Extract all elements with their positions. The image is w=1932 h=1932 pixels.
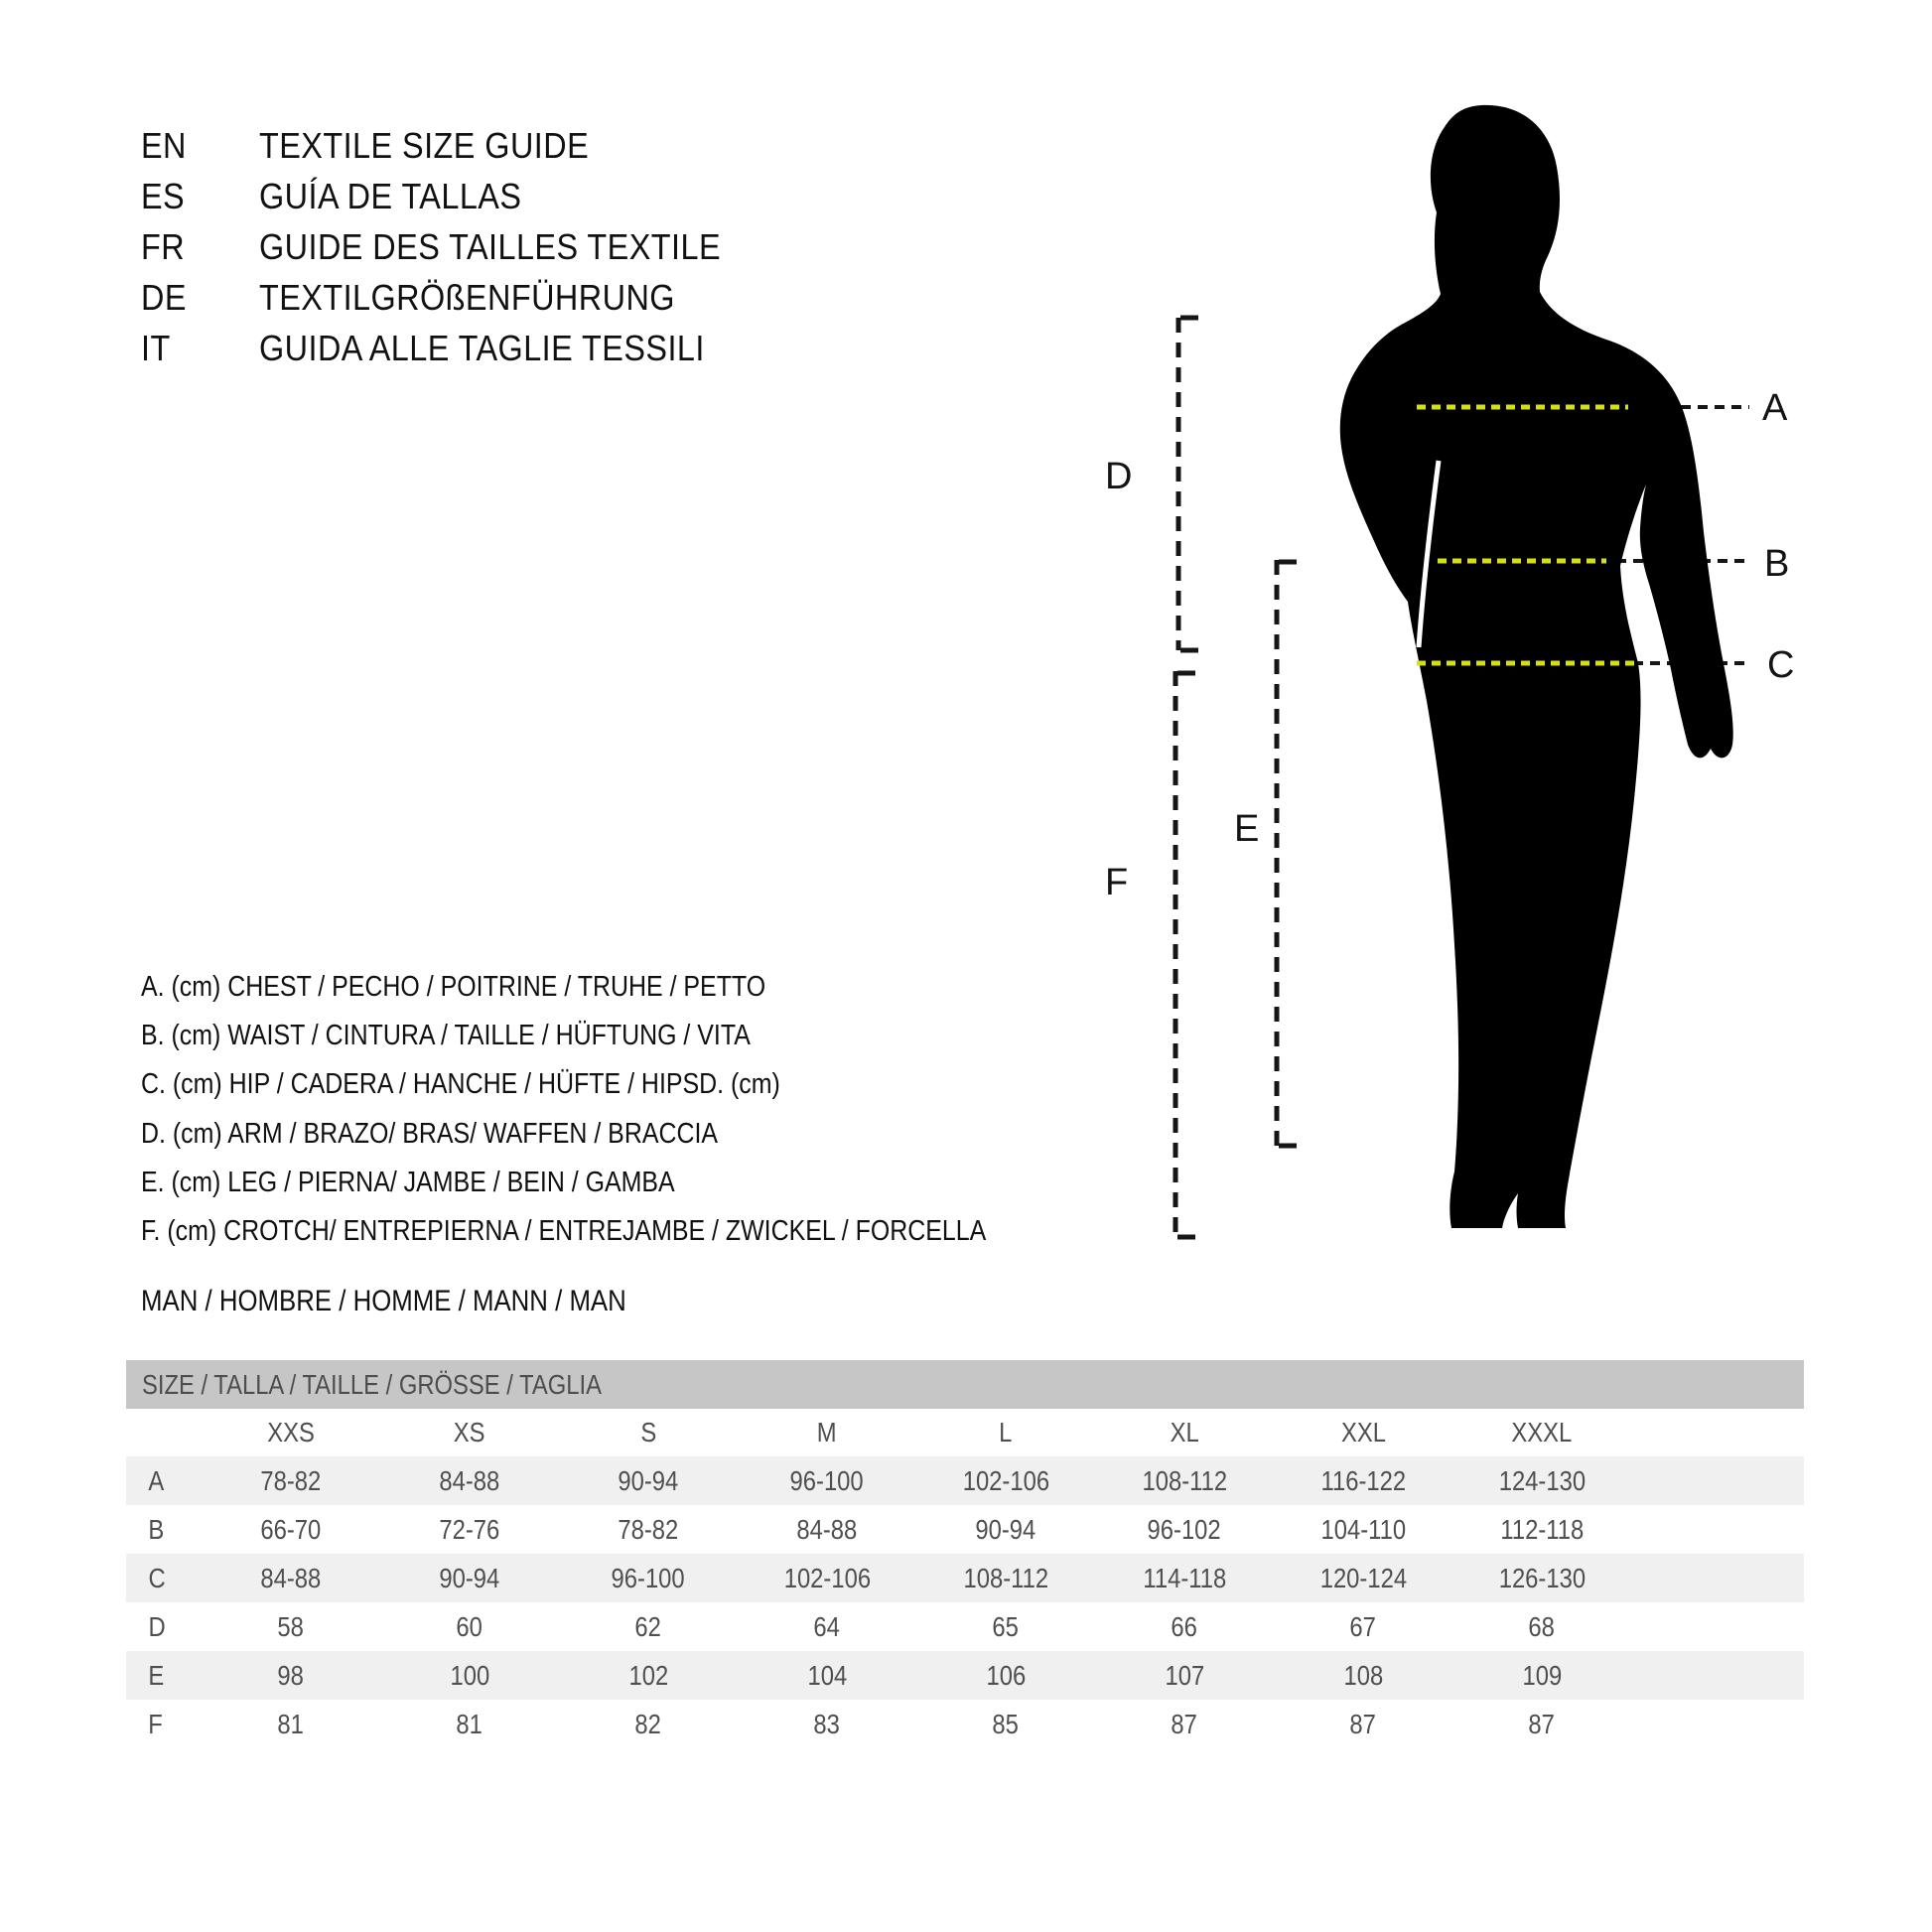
legend-chest: A. (cm) CHEST / PECHO / POITRINE / TRUHE / PETTO xyxy=(141,971,766,1003)
table-cell: 78-82 xyxy=(618,1514,679,1545)
table-cell: 58 xyxy=(277,1611,305,1642)
column-header: XS xyxy=(454,1417,485,1448)
language-code: IT xyxy=(141,328,171,368)
hip-label: C xyxy=(1767,644,1795,686)
table-cell: 96-100 xyxy=(789,1465,865,1496)
table-cell: 85 xyxy=(992,1709,1020,1739)
man-silhouette xyxy=(1340,105,1733,1228)
measurement-legend xyxy=(141,963,1124,1256)
table-row-leg xyxy=(126,1651,1804,1700)
table-cell: 116-122 xyxy=(1320,1465,1406,1496)
size-table-columns xyxy=(126,1409,1804,1456)
guide-title: GUÍA DE TALLAS xyxy=(259,176,522,216)
table-cell: 104 xyxy=(807,1660,847,1691)
table-cell: 90-94 xyxy=(975,1514,1036,1545)
chest-label: A xyxy=(1762,387,1788,429)
row-label: E xyxy=(148,1660,165,1691)
table-cell: 112-118 xyxy=(1500,1514,1584,1545)
table-cell: 87 xyxy=(1528,1709,1556,1739)
language-code: ES xyxy=(141,176,186,216)
column-header: XXL xyxy=(1340,1417,1386,1448)
table-cell: 102-106 xyxy=(783,1563,871,1593)
table-cell: 108 xyxy=(1343,1660,1383,1691)
table-cell: 114-118 xyxy=(1143,1563,1226,1593)
column-header: XL xyxy=(1170,1417,1199,1448)
table-cell: 124-130 xyxy=(1498,1465,1586,1496)
crotch-label: F xyxy=(1105,862,1129,903)
table-cell: 83 xyxy=(813,1709,841,1739)
table-cell: 109 xyxy=(1522,1660,1562,1691)
arm-label: D xyxy=(1105,456,1133,497)
table-cell: 98 xyxy=(277,1660,305,1691)
guide-title: GUIDA ALLE TAGLIE TESSILI xyxy=(259,328,705,368)
corner-cell xyxy=(126,1409,202,1456)
table-cell: 96-102 xyxy=(1147,1514,1222,1545)
vertical-dimension-lines xyxy=(1175,318,1297,1239)
category-label: MAN / HOMBRE / HOMME / MANN / MAN xyxy=(141,1285,626,1317)
table-row-chest xyxy=(126,1456,1804,1505)
column-header: M xyxy=(817,1417,837,1448)
table-cell: 84-88 xyxy=(439,1465,500,1496)
size-table xyxy=(126,1360,1804,1748)
language-code: FR xyxy=(141,226,186,267)
table-cell: 84-88 xyxy=(796,1514,858,1545)
table-cell: 96-100 xyxy=(611,1563,686,1593)
table-cell: 87 xyxy=(1171,1709,1198,1739)
table-cell: 90-94 xyxy=(439,1563,500,1593)
table-cell: 65 xyxy=(992,1611,1020,1642)
table-cell: 72-76 xyxy=(439,1514,500,1545)
table-row-crotch xyxy=(126,1700,1804,1748)
table-row-hip xyxy=(126,1554,1804,1602)
legend-arm: D. (cm) ARM / BRAZO/ BRAS/ WAFFEN / BRACCIA xyxy=(141,1117,719,1150)
table-row-waist xyxy=(126,1505,1804,1554)
column-header: XXXL xyxy=(1511,1417,1573,1448)
row-label: D xyxy=(148,1611,166,1642)
table-cell: 78-82 xyxy=(260,1465,322,1496)
table-cell: 104-110 xyxy=(1320,1514,1406,1545)
guide-title: TEXTILGRÖßENFÜHRUNG xyxy=(259,277,675,318)
table-cell: 60 xyxy=(456,1611,483,1642)
table-cell: 66 xyxy=(1171,1611,1198,1642)
table-cell: 108-112 xyxy=(1142,1465,1227,1496)
table-cell: 84-88 xyxy=(260,1563,322,1593)
table-row-arm xyxy=(126,1602,1804,1651)
table-cell: 100 xyxy=(450,1660,489,1691)
table-cell: 81 xyxy=(277,1709,305,1739)
table-cell: 107 xyxy=(1165,1660,1204,1691)
legend-hip: C. (cm) HIP / CADERA / HANCHE / HÜFTE / HIPSD. (cm) xyxy=(141,1068,780,1101)
size-table-header: SIZE / TALLA / TAILLE / GRÖSSE / TAGLIA xyxy=(126,1360,1804,1409)
column-header: XXS xyxy=(267,1417,315,1448)
table-cell: 106 xyxy=(986,1660,1026,1691)
table-cell: 126-130 xyxy=(1498,1563,1586,1593)
guide-title: GUIDE DES TAILLES TEXTILE xyxy=(259,226,722,267)
row-label: B xyxy=(148,1514,165,1545)
column-header: L xyxy=(999,1417,1013,1448)
row-label: A xyxy=(148,1465,165,1496)
table-cell: 90-94 xyxy=(618,1465,679,1496)
language-code: DE xyxy=(141,277,187,318)
legend-crotch: F. (cm) CROTCH/ ENTREPIERNA / ENTREJAMBE / ZWICKEL / FORCELLA xyxy=(141,1215,987,1248)
table-cell: 62 xyxy=(634,1611,662,1642)
table-cell: 81 xyxy=(456,1709,483,1739)
table-cell: 102-106 xyxy=(962,1465,1049,1496)
table-cell: 64 xyxy=(813,1611,841,1642)
row-label: C xyxy=(148,1563,166,1593)
waist-label: B xyxy=(1764,543,1790,585)
table-cell: 82 xyxy=(634,1709,662,1739)
column-header: S xyxy=(640,1417,656,1448)
table-cell: 67 xyxy=(1349,1611,1377,1642)
legend-waist: B. (cm) WAIST / CINTURA / TAILLE / HÜFTUNG / VITA xyxy=(141,1020,751,1052)
table-cell: 102 xyxy=(628,1660,668,1691)
table-cell: 66-70 xyxy=(260,1514,322,1545)
language-code: EN xyxy=(141,125,187,166)
table-cell: 87 xyxy=(1349,1709,1377,1739)
legend-leg: E. (cm) LEG / PIERNA/ JAMBE / BEIN / GAMBA xyxy=(141,1166,675,1198)
leg-label: E xyxy=(1234,808,1260,850)
table-cell: 120-124 xyxy=(1319,1563,1407,1593)
guide-title: TEXTILE SIZE GUIDE xyxy=(259,125,590,166)
row-label: F xyxy=(148,1709,163,1739)
table-cell: 68 xyxy=(1528,1611,1556,1642)
table-cell: 108-112 xyxy=(963,1563,1048,1593)
